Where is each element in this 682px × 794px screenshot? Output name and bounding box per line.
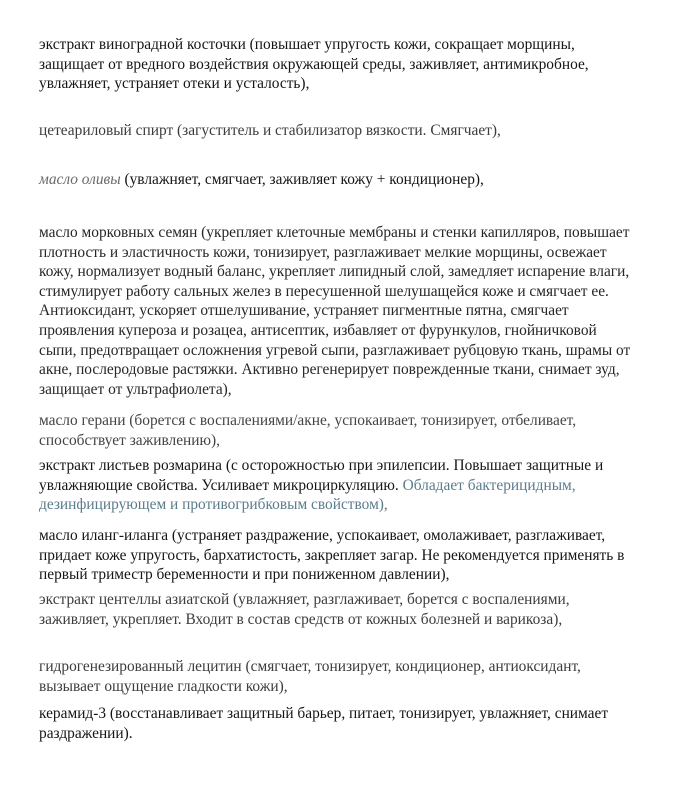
text-line: цетеариловый спирт (загуститель и стабилизатор вязкости. Смягчает), bbox=[39, 122, 501, 139]
text-line: защищает от ультрафиолета), bbox=[39, 380, 232, 398]
text-line: увлажняет, устраняет отеки и усталость), bbox=[39, 75, 310, 93]
text-line bbox=[39, 476, 669, 496]
text-line: плотность и эластичность кожи, тонизирует, разглаживает мелкие морщины, освежает bbox=[39, 243, 607, 261]
text-line: заживляет, укрепляет. Входит в состав средств от кожных болезней и варикоза), bbox=[39, 610, 563, 628]
text-line: проявления купероза и розацеа, антисептик, избавляет от фурункулов, гнойничковой bbox=[39, 321, 597, 339]
text-line: Антиоксидант, ускоряет отшелушивание, устраняет пигментные пятна, смягчает bbox=[39, 302, 569, 320]
ingredient-geranium-oil bbox=[39, 411, 669, 450]
text-line: акне, послеродовые растяжки. Активно регенерирует поврежденные ткани, снимает зуд, bbox=[39, 361, 620, 379]
text-line: керамид-3 (восстанавливает защитный барьер, питает, тонизирует, увлажняет, снимает bbox=[39, 705, 609, 722]
text-line: придает коже упругость, бархатистость, закрепляет загар. Не рекомендуется применять в bbox=[39, 546, 625, 564]
ingredient-rosemary-extract bbox=[39, 456, 669, 515]
text-line: масло иланг-иланга (устраняет раздражение, успокаивает, омолаживает, разглаживает, bbox=[39, 527, 606, 544]
text-line: сыпи, предотвращает осложнения угревой сыпи, разглаживает рубцовую ткань, шрамы от bbox=[39, 341, 631, 359]
ingredient-cetearyl-alcohol bbox=[39, 121, 669, 141]
text-line: масло герани (борется с воспалениями/акне, успокаивает, тонизирует, отбеливает, bbox=[39, 412, 577, 429]
ingredient-name-italic: масло оливы bbox=[39, 171, 121, 188]
text-line: вызывает ощущение гладкости кожи), bbox=[39, 677, 288, 695]
text-line: кожу, нормализует водный баланс, укрепляет липидный слой, замедляет испарение влаги, bbox=[39, 263, 630, 281]
text-line: экстракт виноградной косточки (повышает упругость кожи, сокращает морщины, bbox=[39, 36, 575, 53]
ingredient-olive-oil bbox=[39, 170, 669, 190]
text-line: экстракт листьев розмарина (с осторожностью при эпилепсии. Повышает защитные и bbox=[39, 457, 604, 474]
text-line: раздражении). bbox=[39, 724, 133, 742]
ingredient-hydrogenated-lecithin bbox=[39, 657, 669, 696]
text-line: масло морковных семян (укрепляет клеточные мембраны и стенки капилляров, повышает bbox=[39, 224, 630, 241]
text-line bbox=[39, 170, 669, 190]
text-line: экстракт центеллы азиатской (увлажняет, разглаживает, борется с воспалениями, bbox=[39, 591, 570, 608]
text-line: защищает от вредного воздействия окружающей среды, заживляет, антимикробное, bbox=[39, 55, 589, 73]
ingredient-carrot-seed-oil bbox=[39, 223, 669, 399]
ingredient-grape-seed-extract bbox=[39, 35, 669, 94]
ingredient-ylang-ylang-oil bbox=[39, 526, 669, 585]
text-line: стимулирует работу сальных желез в пересушенной шелушащейся коже и смягчает ее. bbox=[39, 282, 609, 300]
text-line: гидрогенезированный лецитин (смягчает, тонизирует, кондиционер, антиоксидант, bbox=[39, 658, 581, 675]
ingredient-centella-extract bbox=[39, 590, 669, 629]
plain-text: увлажняющие свойства. Усиливает микроциркуляцию. bbox=[39, 476, 403, 494]
ingredient-description: (увлажняет, смягчает, заживляет кожу + кондиционер), bbox=[120, 171, 484, 188]
ingredient-ceramide-3 bbox=[39, 704, 669, 743]
accent-text: Обладает бактерицидным, bbox=[402, 476, 576, 494]
accent-text: дезинфицирующем и противогрибковым свойством), bbox=[39, 496, 388, 514]
text-line: способствует заживлению), bbox=[39, 431, 220, 449]
text-line: первый триместр беременности и при пониженном давлении), bbox=[39, 566, 450, 584]
